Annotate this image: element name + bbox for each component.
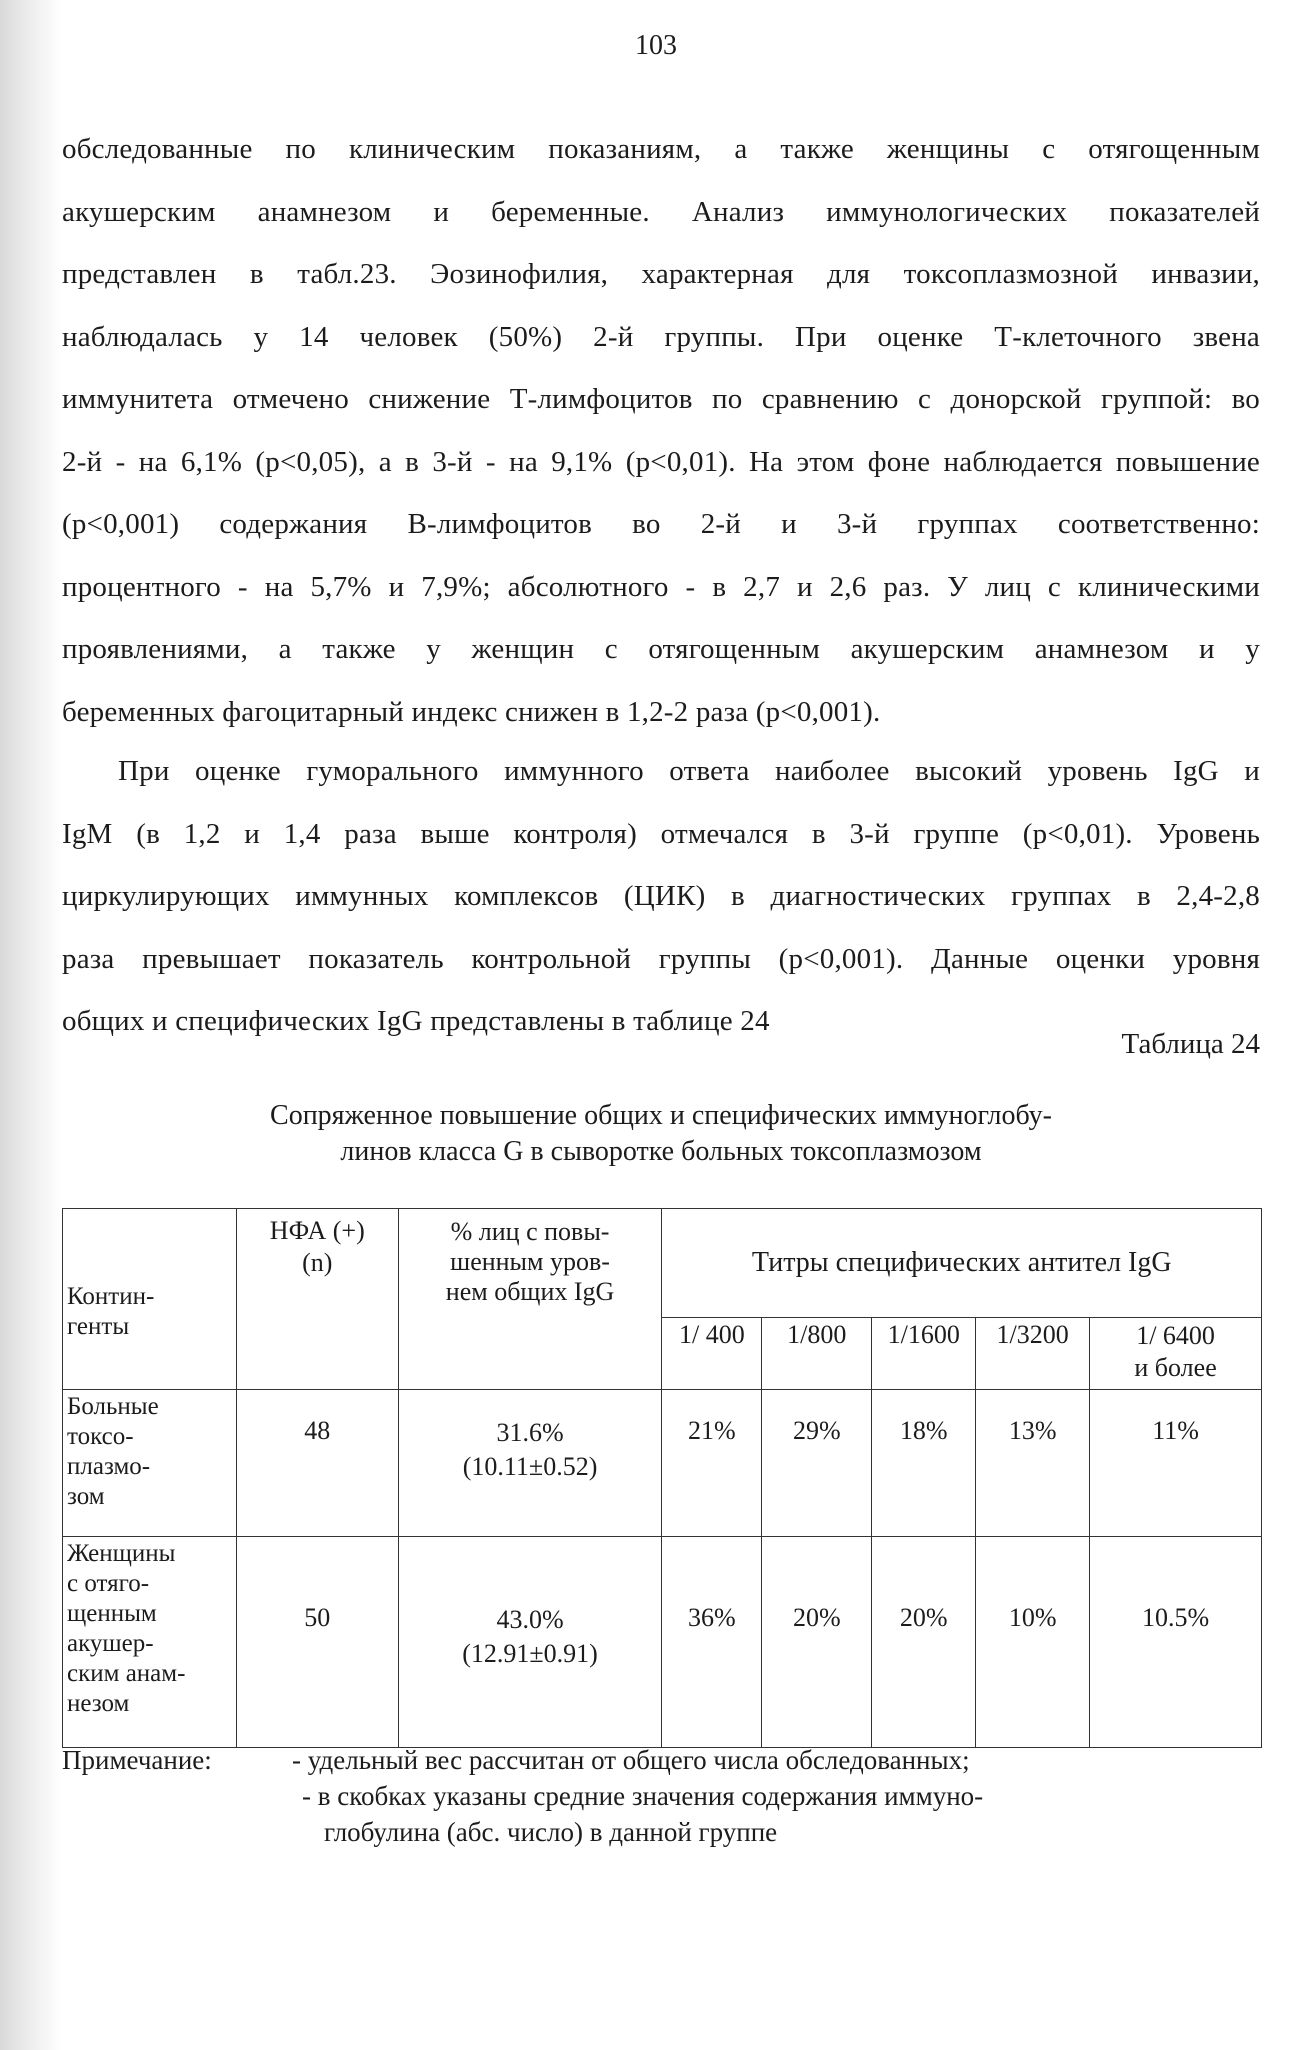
para1-line: наблюдалась у 14 человек (50%) 2-й группы. При оценке Т-клеточного звена: [62, 320, 1260, 353]
row-2-ifa: 50: [236, 1537, 398, 1748]
row-2-titer-4: 10%: [976, 1537, 1090, 1748]
scan-edge-shadow: [0, 0, 62, 2050]
para1-line: (p<0,001) содержания В-лимфоцитов во 2-й и 3-й группах соответственно:: [62, 508, 1260, 540]
para1-line: процентного - на 5,7% и 7,9%; абсолютного - в 2,7 и 2,6 раз. У лиц с клиническими: [62, 570, 1260, 603]
header-titers: Титры специфических антител IgG: [662, 1209, 1262, 1318]
header-contingent: Контин- генты: [63, 1209, 237, 1390]
row-2-group: Женщины с отяго- щенным акушер- ским анам- незом: [63, 1537, 237, 1748]
para2-line: При оценке гуморального иммунного ответа наиболее высокий уровень IgG и: [118, 755, 1260, 787]
row-1-percent: 31.6% (10.11±0.52): [398, 1390, 662, 1537]
titer-col-3: 1/1600: [872, 1318, 976, 1390]
row-2-titer-3: 20%: [872, 1537, 976, 1748]
note-text-1: - удельный вес рассчитан от общего числа обследованных;: [292, 1745, 970, 1775]
paragraph-1: [62, 118, 1260, 743]
para2-line: общих и специфических IgG представлены в таблице 24: [62, 1005, 770, 1037]
row-2-percent: 43.0% (12.91±0.91): [398, 1537, 662, 1748]
header-ifa: НФА (+) (n): [236, 1209, 398, 1390]
note-line-1: [62, 1742, 1260, 1778]
para2-line: раза превышает показатель контрольной группы (p<0,001). Данные оценки уровня: [62, 942, 1260, 975]
para1-line: обследованные по клиническим показаниям, а также женщины с отягощенным: [62, 133, 1260, 165]
titer-col-2: 1/800: [762, 1318, 872, 1390]
para1-line: акушерским анамнезом и беременные. Анализ иммунологических показателей: [62, 195, 1260, 228]
para1-line: иммунитета отмечено снижение Т-лимфоцитов по сравнению с донорской группой: во: [62, 383, 1260, 415]
para1-line: 2-й - на 6,1% (p<0,05), а в 3-й - на 9,1% (p<0,01). На этом фоне наблюдается повышение: [62, 445, 1260, 478]
table-title-line-2: линов класса G в сыворотке больных токсоплазмозом: [340, 1136, 982, 1167]
row-2-titer-2: 20%: [762, 1537, 872, 1748]
table-row: [63, 1537, 1262, 1748]
note-line-2: - в скобках указаны средние значения содержания иммуно-: [302, 1781, 984, 1811]
row-1-titer-4: 13%: [976, 1390, 1090, 1537]
titer-col-4: 1/3200: [976, 1318, 1090, 1390]
row-1-ifa: 48: [236, 1390, 398, 1537]
row-2-titer-5: 10.5%: [1090, 1537, 1262, 1748]
row-1-titer-2: 29%: [762, 1390, 872, 1537]
table-label: Таблица 24: [1121, 1028, 1260, 1060]
para1-line: беременных фагоцитарный индекс снижен в 1,2-2 раза (p<0,001).: [62, 695, 881, 728]
titer-col-1: 1/ 400: [662, 1318, 762, 1390]
table-note: [62, 1742, 1260, 1850]
titer-col-5: 1/ 6400 и более: [1090, 1318, 1262, 1390]
table-title: [62, 1098, 1260, 1170]
row-1-titer-5: 11%: [1090, 1390, 1262, 1537]
row-1-titer-3: 18%: [872, 1390, 976, 1537]
paragraph-2: [62, 740, 1260, 1053]
para1-line: представлен в табл.23. Эозинофилия, характерная для токсоплазмозной инвазии,: [62, 258, 1260, 290]
row-1-titer-1: 21%: [662, 1390, 762, 1537]
header-percent: % лиц с повы- шенным уров- нем общих IgG: [398, 1209, 662, 1390]
para2-line: циркулирующих иммунных комплексов (ЦИК) в диагностических группах в 2,4-2,8: [62, 880, 1260, 912]
row-1-group: Больные токсо- плазмо- зом: [63, 1390, 237, 1537]
para1-line: проявлениями, а также у женщин с отягощенным акушерским анамнезом и у: [62, 633, 1260, 665]
table-header-row-1: [63, 1209, 1262, 1318]
table-row: [63, 1390, 1262, 1537]
results-table: [62, 1208, 1262, 1748]
note-line-3: глобулина (абс. число) в данной группе: [324, 1817, 778, 1847]
row-2-titer-1: 36%: [662, 1537, 762, 1748]
note-label: Примечание:: [62, 1745, 212, 1775]
table-title-line-1: Сопряженное повышение общих и специфических иммуноглобу-: [270, 1100, 1052, 1131]
para2-line: IgM (в 1,2 и 1,4 раза выше контроля) отмечался в 3-й группе (p<0,01). Уровень: [62, 817, 1260, 850]
page-number: 103: [635, 30, 677, 61]
